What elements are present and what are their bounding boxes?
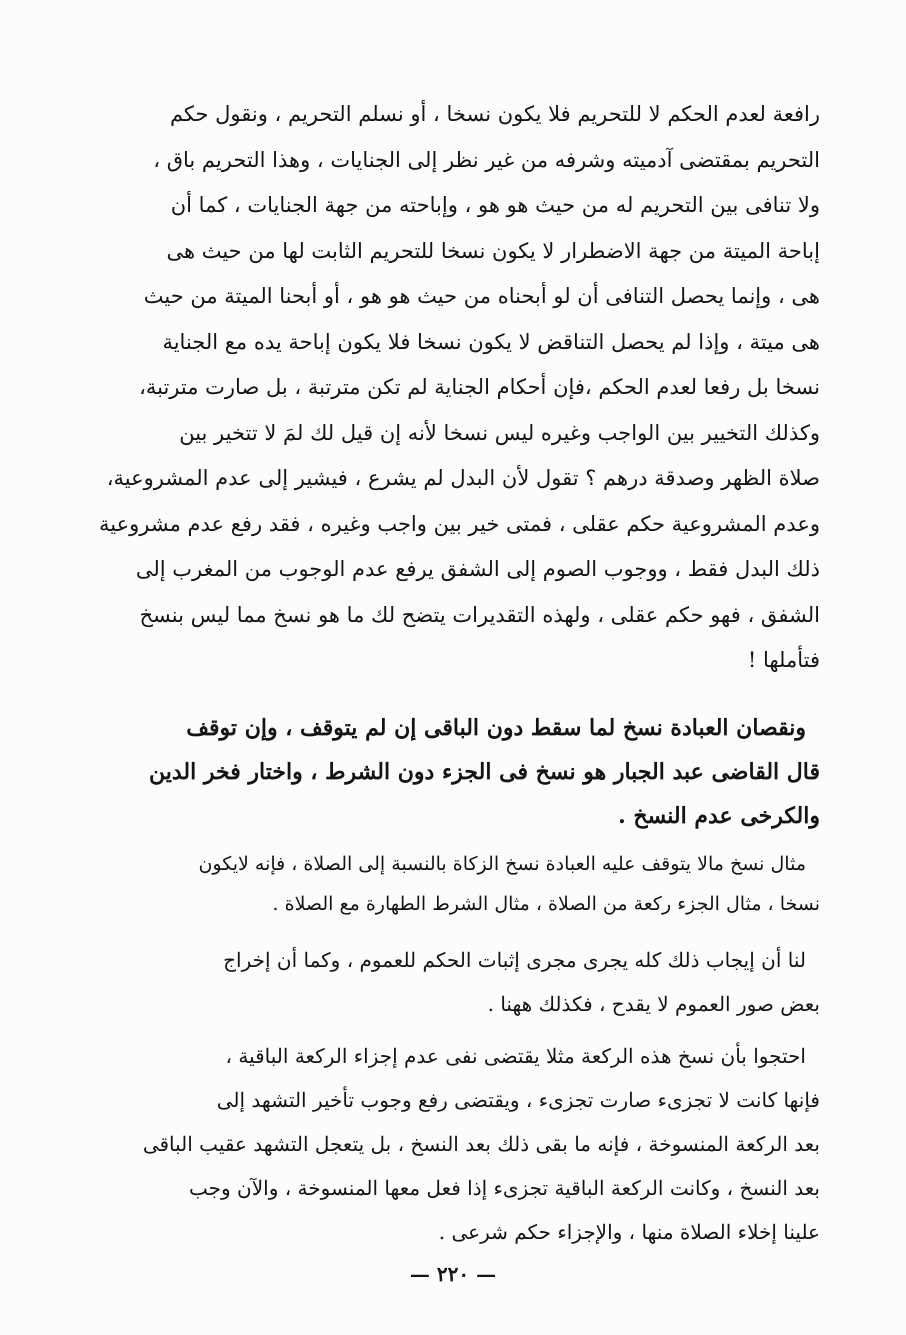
text-line: نسخا ، مثال الجزء ركعة من الصلاة ، مثال الشرط الطهارة مع الصلاة . [272,892,820,915]
paragraph-1 [88,92,820,684]
text-line: بعض صور العموم لا يقدح ، فكذلك ههنا . [487,991,820,1016]
text-line: الشفق ، فهو حكم عقلى ، ولهذه التقديرات يتضح لك ما هو نسخ مما ليس بنسخ [139,602,820,627]
text-line: احتجوا بأن نسخ هذه الركعة مثلا يقتضى نفى عدم إجزاء الركعة الباقية ، [225,1043,806,1068]
text-line: بعد النسخ ، وكانت الركعة الباقية تجزىء إذا فعل معها المنسوخة ، والآن وجب [189,1175,820,1200]
text-line: صلاة الظهر وصدقة درهم ؟ تقول لأن البدل لم يشرع ، فيشير إلى عدم المشروعية، [106,466,820,490]
text-line: نسخا بل رفعا لعدم الحكم ،فإن أحكام الجناية لم تكن مترتبة ، بل صارت مترتبة، [139,375,820,399]
text-line: رافعة لعدم الحكم لا للتحريم فلا يكون نسخا ، أو نسلم التحريم ، ونقول حكم [169,102,820,126]
text-line: ذلك البدل فقط ، ووجوب الصوم إلى الشفق يرفع عدم الوجوب من المغرب إلى [135,557,820,581]
paragraph-objection [88,1034,820,1254]
text-line: مثال نسخ مالا يتوقف عليه العبادة نسخ الزكاة بالنسبة إلى الصلاة ، فإنه لايكون [198,852,806,875]
paragraph-argument [88,938,820,1026]
page-number: — ٢٢٠ — [409,1262,497,1286]
text-line: وكذلك التخيير بين الواجب وغيره ليس نسخا لأنه إن قيل لك لمَ لا تتخير بين [179,420,820,445]
text-line: وعدم المشروعية حكم عقلى ، فمتى خير بين واجب وغيره ، فقد رفع عدم مشروعية [99,511,820,536]
text-line: فإنها كانت لا تجزىء صارت تجزىء ، ويقتضى رفع وجوب تأخير التشهد إلى [216,1087,820,1112]
text-line: علينا إخلاء الصلاة منها ، والإجزاء حكم شرعى . [438,1219,820,1244]
rule-heading [88,706,820,838]
heading-line: قال القاضى عبد الجبار هو نسخ فى الجزء دون الشرط ، واختار فخر الدين [149,758,820,785]
page-body [88,92,820,1254]
text-line: ولا تنافى بين التحريم له من حيث هو هو ، وإباحته من جهة الجنايات ، كما أن [170,193,820,217]
text-line: هى ميتة ، وإذا لم يحصل التناقض لا يكون نسخا فلا يكون إباحة يده مع الجناية [162,329,820,354]
text-line: فتأملها ! [747,648,820,672]
heading-line: والكرخى عدم النسخ . [618,802,820,829]
text-line: هى ، وإنما يحصل التنافى أن لو أبحناه من حيث هو هو ، أو أبحنا الميتة من حيث [143,284,820,308]
text-line: لنا أن إيجاب ذلك كله يجرى مجرى إثبات الحكم للعموم ، وكما أن إخراج [223,947,806,972]
heading-line: ونقصان العبادة نسخ لما سقط دون الباقى إن لم يتوقف ، وإن توقف [186,714,806,741]
text-line: إباحة الميتة من جهة الاضطرار لا يكون نسخا للتحريم الثابت لها من حيث هى [166,238,820,263]
text-line: بعد الركعة المنسوخة ، فإنه ما بقى ذلك بعد النسخ ، بل يتعجل التشهد عقيب الباقى [142,1131,820,1156]
paragraph-examples [88,844,820,924]
text-line: التحريم بمقتضى آدميته وشرفه من غير نظر إلى الجنايات ، وهذا التحريم باق ، [153,147,820,172]
